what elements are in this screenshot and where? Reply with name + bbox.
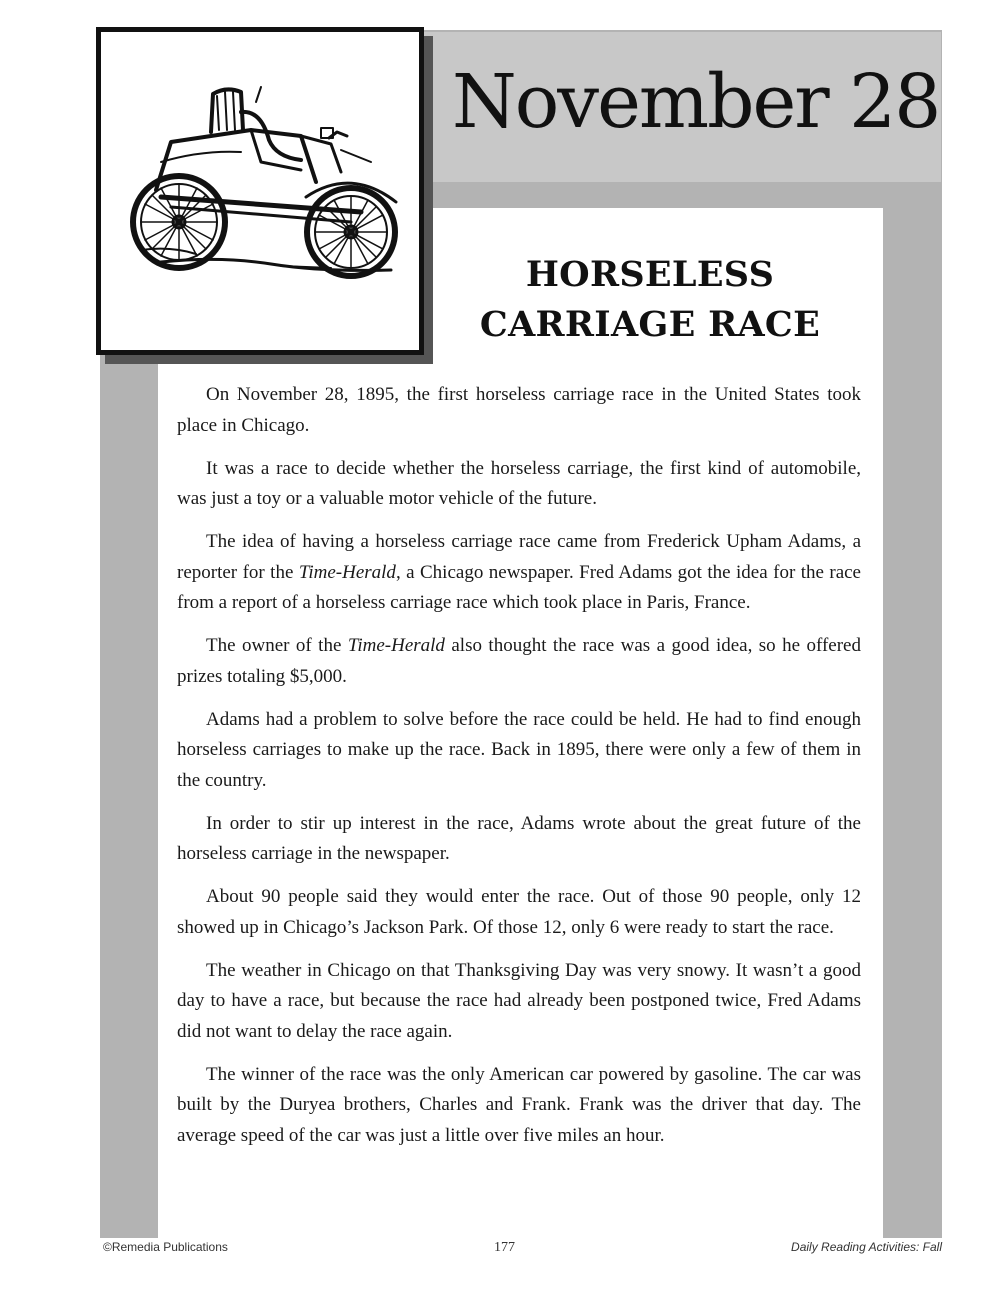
- paragraph-3: [177, 527, 861, 619]
- paragraph-8: The weather in Chicago on that Thanksgiving Day was very snowy. It wasn’t a good day to have a race, but because the race had already been postponed twice, Fred Adams did not want to delay the race again.: [177, 959, 861, 1042]
- paragraph-6: In order to stir up interest in the race, Adams wrote about the great future of the horseless carriage in the newspaper.: [177, 812, 861, 864]
- headline-line-2: CARRIAGE RACE: [479, 304, 821, 345]
- paragraph-4-text-a: The owner of the: [206, 635, 348, 656]
- newspaper-name: Time-Herald: [298, 561, 396, 583]
- paragraph-1: On November 28, 1895, the first horseless carriage race in the United States took place in Chicago.: [177, 384, 861, 436]
- paragraph-4: [177, 631, 861, 692]
- paragraph-9: The winner of the race was the only American car powered by gasoline. The car was built by the Duryea brothers, Charles and Frank. Frank was the driver that day. The average speed of the car was just a little over five miles an hour.: [177, 1063, 861, 1146]
- paragraph-2: It was a race to decide whether the horseless carriage, the first kind of automobile, was just a toy or a valuable motor vehicle of the future.: [177, 457, 861, 509]
- date-title: November 28: [452, 59, 940, 145]
- horseless-carriage-icon: [101, 32, 409, 340]
- paragraph-3-text-a: The idea of having a horseless carriage race came from Frederick Upham Adams, a reporter for the: [177, 531, 861, 583]
- footer-publisher: ©Remedia Publications: [103, 1240, 228, 1254]
- footer-page-number: 177: [494, 1240, 515, 1255]
- headline-line-1: HORSELESS: [525, 254, 775, 295]
- paragraph-3-text-b: , a Chicago newspaper. Fred Adams got the idea for the race from a report of a horseless carriage race which took place in Paris, France.: [177, 561, 861, 613]
- paragraph-7: About 90 people said they would enter the race. Out of those 90 people, only 12 showed up in Chicago’s Jackson Park. Of those 12, only 6 were ready to start the race.: [177, 886, 861, 938]
- newspaper-name: Time-Herald: [347, 635, 445, 656]
- illustration-frame: [96, 27, 424, 355]
- paragraph-4-text-b: also thought the race was a good idea, so he offered prizes totaling $5,000.: [177, 635, 861, 687]
- article-body: [177, 380, 861, 1164]
- paragraph-5: Adams had a problem to solve before the race could be held. He had to find enough horseless carriages to make up the race. Back in 1895, there were only a few of them in the country.: [177, 708, 861, 791]
- article-headline: [440, 250, 860, 350]
- footer-book-title: Daily Reading Activities: Fall: [791, 1240, 942, 1254]
